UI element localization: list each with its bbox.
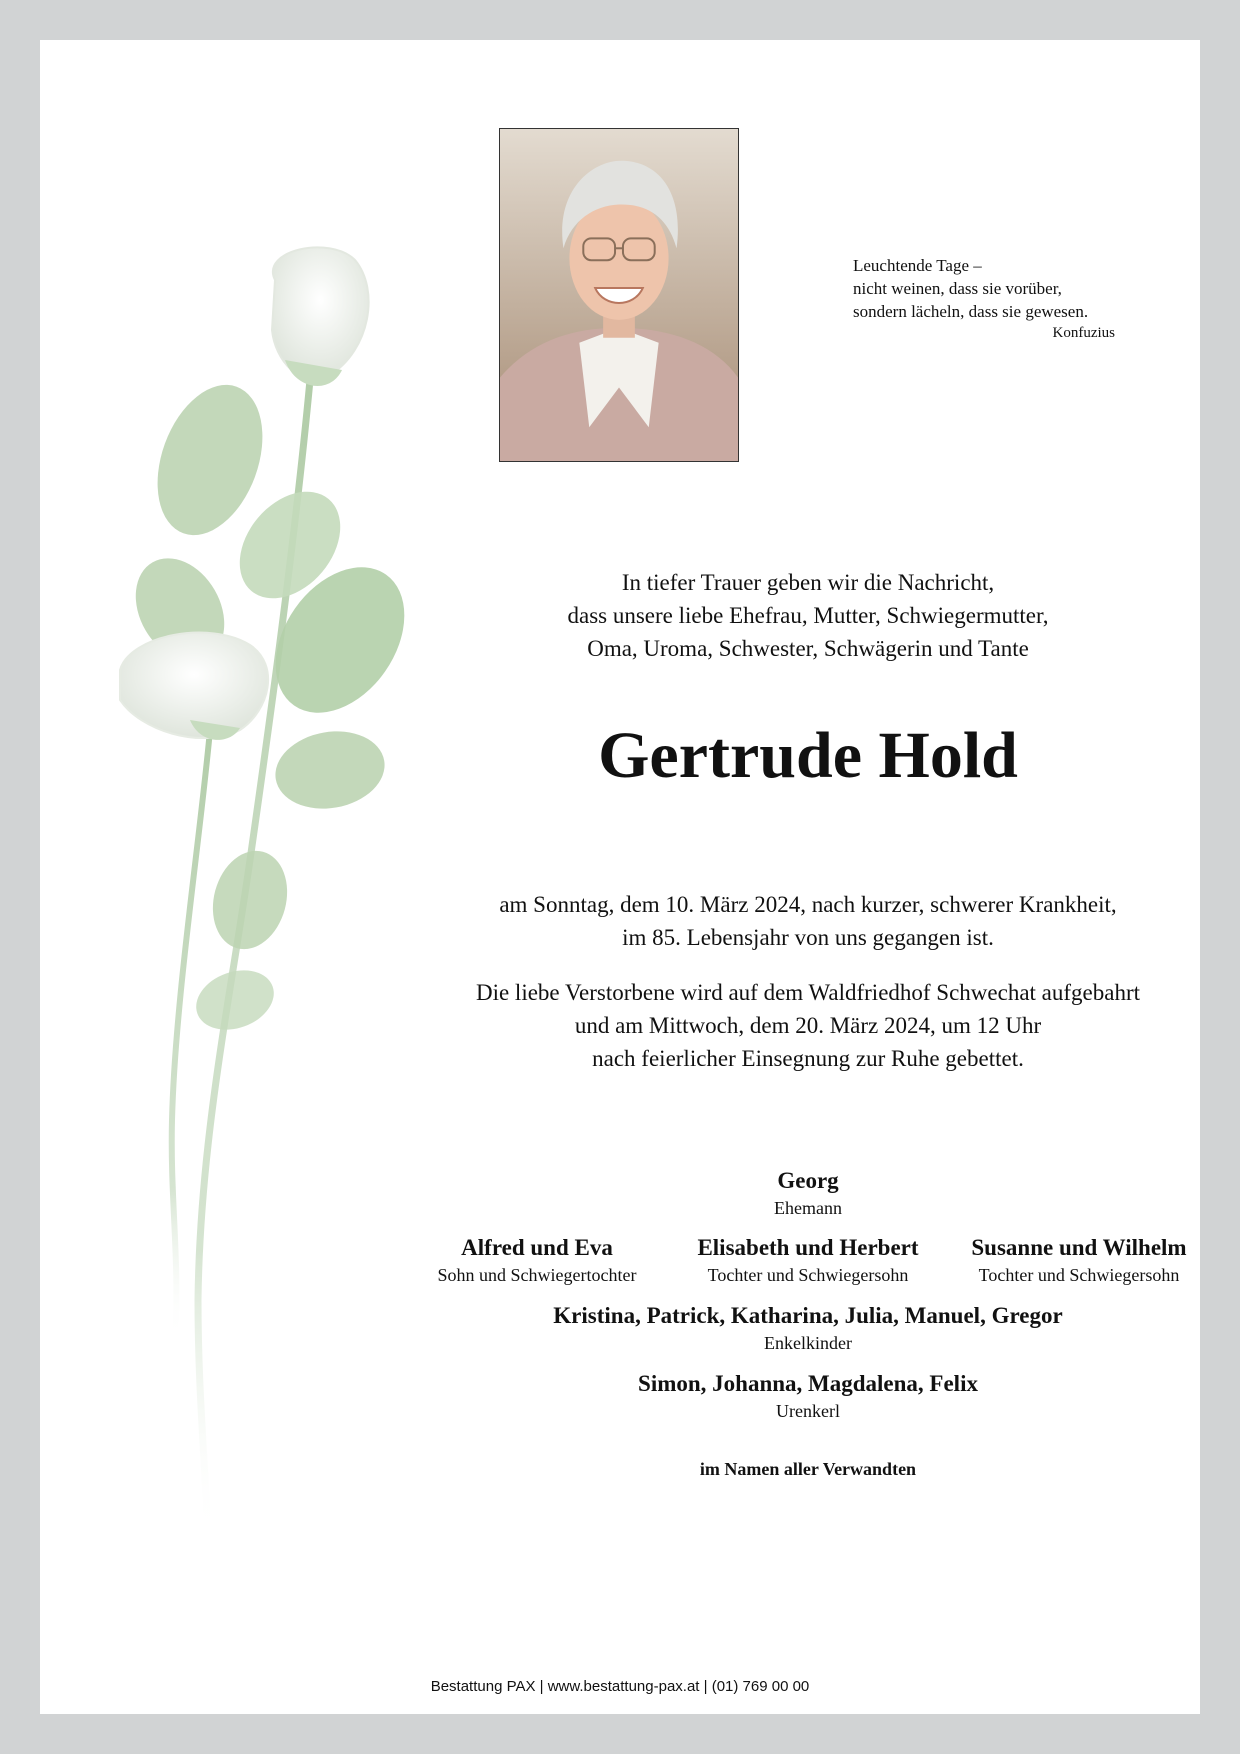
family-member-name: Georg xyxy=(777,1168,839,1193)
family-child xyxy=(402,1233,672,1287)
family-great-grandchildren xyxy=(402,1369,1214,1423)
obituary-card xyxy=(40,40,1200,1714)
quote-block xyxy=(853,254,1115,344)
family-member-name: Kristina, Patrick, Katharina, Julia, Manuel, Gregor xyxy=(553,1303,1063,1328)
footer-contact: Bestattung PAX | www.bestattung-pax.at | (01) 769 00 00 xyxy=(430,1678,810,1695)
family-member-name: Susanne und Wilhelm xyxy=(971,1235,1187,1260)
family-member-role: Enkelkinder xyxy=(764,1333,852,1353)
quote-line: nicht weinen, dass sie vorüber, xyxy=(853,279,1062,298)
intro-line: dass unsere liebe Ehefrau, Mutter, Schwiegermutter, xyxy=(567,603,1049,628)
family-children xyxy=(402,1233,1214,1287)
intro-line: In tiefer Trauer geben wir die Nachricht, xyxy=(621,570,995,595)
family-child xyxy=(673,1233,943,1287)
family-member-role: Ehemann xyxy=(774,1198,842,1218)
funeral-line: und am Mittwoch, dem 20. März 2024, um 12 Uhr xyxy=(574,1013,1042,1038)
funeral-details xyxy=(402,976,1214,1075)
quote-line: sondern lächeln, dass sie gewesen. xyxy=(853,302,1089,321)
funeral-line: nach feierlicher Einsegnung zur Ruhe gebettet. xyxy=(592,1046,1024,1071)
closing-line: im Namen aller Verwandten xyxy=(699,1459,917,1479)
portrait-photo xyxy=(499,128,739,462)
death-line: im 85. Lebensjahr von uns gegangen ist. xyxy=(622,925,994,950)
death-details xyxy=(402,888,1214,954)
intro-text xyxy=(402,566,1214,665)
deceased-name: Gertrude Hold xyxy=(598,719,1018,792)
family-member-name: Elisabeth und Herbert xyxy=(697,1235,919,1260)
intro-line: Oma, Uroma, Schwester, Schwägerin und Tante xyxy=(587,636,1029,661)
family-member-role: Tochter und Schwiegersohn xyxy=(978,1265,1180,1285)
quote-author: Konfuzius xyxy=(1052,325,1115,341)
family-spouse xyxy=(402,1166,1214,1220)
quote-line: Leuchtende Tage – xyxy=(853,256,982,275)
family-member-role: Urenkerl xyxy=(776,1401,840,1421)
funeral-line: Die liebe Verstorbene wird auf dem Waldfriedhof Schwechat aufgebahrt xyxy=(475,980,1141,1005)
family-member-role: Sohn und Schwiegertochter xyxy=(437,1265,637,1285)
family-member-role: Tochter und Schwiegersohn xyxy=(707,1265,909,1285)
family-member-name: Alfred und Eva xyxy=(461,1235,613,1260)
death-line: am Sonntag, dem 10. März 2024, nach kurzer, schwerer Krankheit, xyxy=(499,892,1117,917)
family-child xyxy=(944,1233,1214,1287)
family-grandchildren xyxy=(402,1301,1214,1355)
family-member-name: Simon, Johanna, Magdalena, Felix xyxy=(638,1371,978,1396)
